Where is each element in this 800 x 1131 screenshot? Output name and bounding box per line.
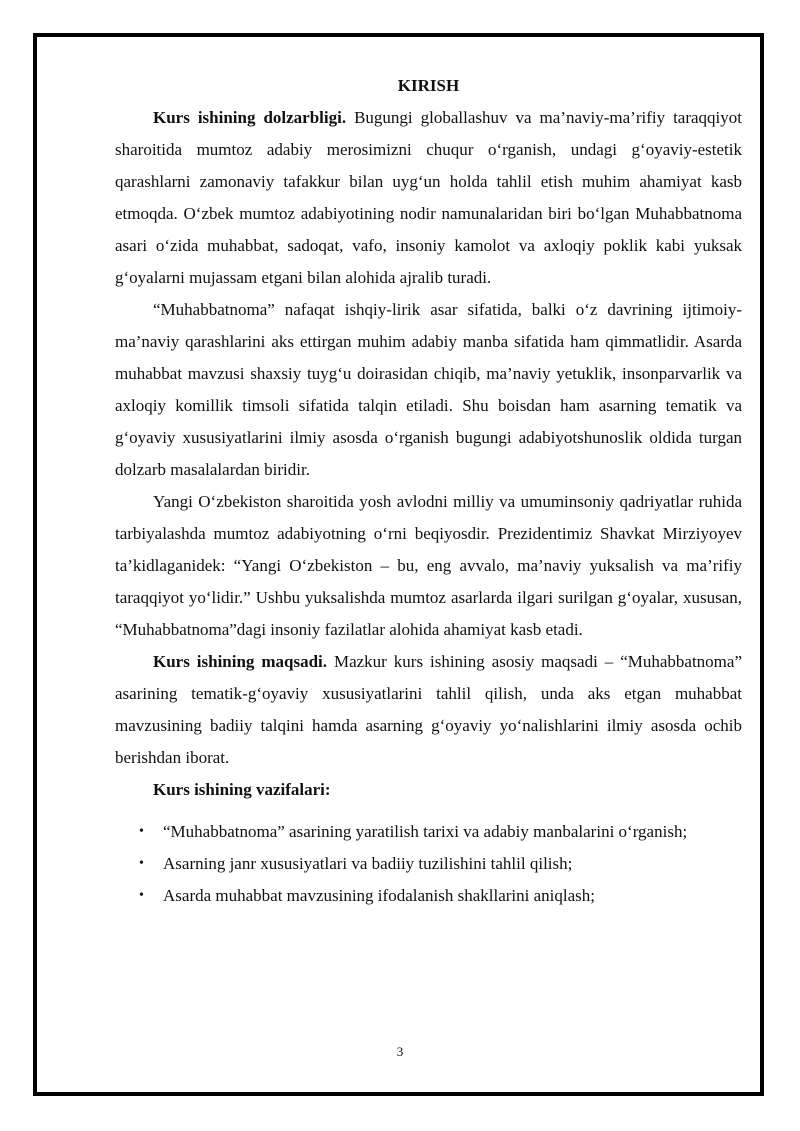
bullet-icon: • bbox=[139, 856, 144, 871]
paragraph-text-relevance: Bugungi globallashuv va ma’naviy-ma’rifiy taraqqiyot sharoitida mumtoz adabiy merosimizni chuqur o‘rganish, undagi g‘oyaviy-estetik qarashlarni zamonaviy tafakkur bilan uyg‘un holda tahlil etish muhim ahamiyat kasb etmoqda. O‘zbek mumtoz adabiyotining nodir namunalaridan biri bo‘lgan Muhabbatnoma asari o‘zida muhabbat, sadoqat, vafo, insoniy kamolot va axloqiy poklik kabi yuksak g‘oyalarni mujassam etgani bilan alohida ajralib turadi. bbox=[115, 108, 742, 287]
task-text: Asarda muhabbat mavzusining ifodalanish shakllarini aniqlash; bbox=[163, 886, 595, 905]
task-item bbox=[115, 880, 742, 912]
tasks-heading: Kurs ishining vazifalari: bbox=[153, 780, 331, 799]
paragraph-text-muhabbatnoma-value: “Muhabbatnoma” nafaqat ishqiy-lirik asar sifatida, balki o‘z davrining ijtimoiy-ma’naviy qarashlarini aks ettirgan muhim adabiy manba sifatida ham qimmatlidir. Asarda muhabbat mavzusi shaxsiy tuyg‘u doirasidan chiqib, ma’naviy yetuklik, insonparvarlik va axloqiy komillik timsoli sifatida talqin etiladi. Shu boisdan ham asarning tematik va g‘oyaviy xususiyatlarini ilmiy asosda o‘rganish bugungi adabiyotshunoslik oldida turgan dolzarb masalalardan biridir. bbox=[115, 300, 742, 479]
document-body bbox=[115, 70, 742, 912]
paragraph-text-new-uzbekistan: Yangi O‘zbekiston sharoitida yosh avlodni milliy va umuminsoniy qadriyatlar ruhida tarbiyalashda mumtoz adabiyotning o‘rni beqiyosdir. Prezidentimiz Shavkat Mirziyoyev ta’kidlaganidek: “Yangi O‘zbekiston – bu, eng avvalo, ma’naviy yuksalish va ma’rifiy taraqqiyot yo‘lidir.” Ushbu yuksalishda mumtoz asarlarda ilgari surilgan g‘oyalar, xususan, “Muhabbatnoma”dagi insoniy fazilatlar alohida ahamiyat kasb etadi. bbox=[115, 492, 742, 639]
tasks-list bbox=[115, 816, 742, 912]
paragraph-lead-relevance: Kurs ishining dolzarbligi. bbox=[153, 108, 347, 127]
task-item bbox=[115, 816, 742, 848]
page-number: 3 bbox=[396, 1044, 404, 1059]
paragraph-text-goal: Mazkur kurs ishining asosiy maqsadi – “Muhabbatnoma” asarining tematik-g‘oyaviy xususiyatlarini tahlil qilish, unda aks etgan muhabbat mavzusining badiiy talqini hamda asarning g‘oyaviy yo‘nalishlarini ilmiy asosda ochib berishdan iborat. bbox=[115, 652, 742, 767]
bullet-icon: • bbox=[139, 824, 144, 839]
paragraph-lead-goal: Kurs ishining maqsadi. bbox=[153, 652, 328, 671]
paragraph-goal bbox=[115, 646, 742, 774]
task-text: “Muhabbatnoma” asarining yaratilish tarixi va adabiy manbalarini o‘rganish; bbox=[163, 822, 688, 841]
paragraph-relevance bbox=[115, 102, 742, 294]
section-title: KIRISH bbox=[397, 76, 460, 95]
bullet-icon: • bbox=[139, 888, 144, 903]
task-text: Asarning janr xususiyatlari va badiiy tuzilishini tahlil qilish; bbox=[163, 854, 573, 873]
paragraph-new-uzbekistan bbox=[115, 486, 742, 646]
paragraph-muhabbatnoma-value bbox=[115, 294, 742, 486]
task-item bbox=[115, 848, 742, 880]
